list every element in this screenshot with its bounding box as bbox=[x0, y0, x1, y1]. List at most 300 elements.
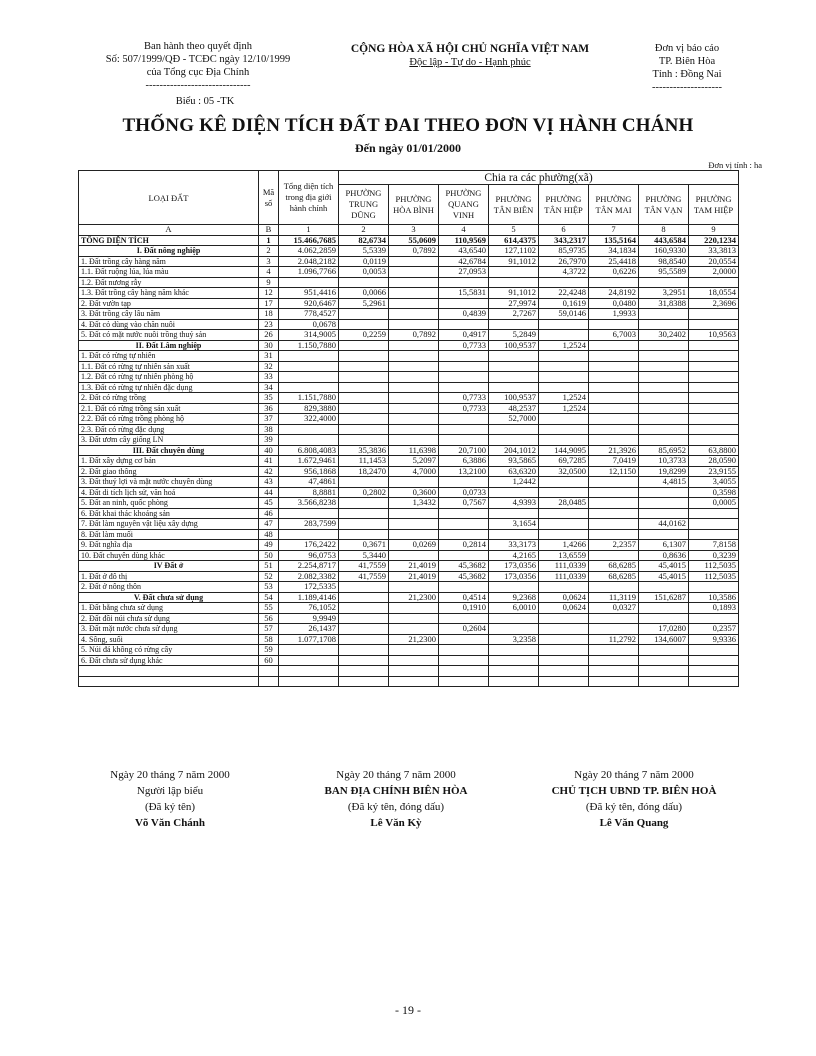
total-area-cell: 6.808,4083 bbox=[279, 445, 339, 456]
ward-area-cell bbox=[489, 372, 539, 383]
header-total-area: Tổng diện tích trong địa giới hành chính bbox=[279, 171, 339, 225]
ward-area-cell: 134,6007 bbox=[639, 634, 689, 645]
total-area-cell: 322,4000 bbox=[279, 414, 339, 425]
ward-area-cell bbox=[489, 645, 539, 656]
unit-label: Đơn vị tính : ha bbox=[708, 160, 762, 170]
blank-cell bbox=[279, 676, 339, 687]
ward-area-cell bbox=[589, 351, 639, 362]
header-ward: PHƯỜNG HÒA BÌNH bbox=[389, 185, 439, 225]
ward-area-cell: 5,2849 bbox=[489, 330, 539, 341]
land-type-cell: 3. Đất mặt nước chưa sử dụng bbox=[79, 624, 259, 635]
ward-area-cell bbox=[539, 361, 589, 372]
ward-area-cell: 35,3836 bbox=[339, 445, 389, 456]
ward-area-cell: 5,2097 bbox=[389, 456, 439, 467]
blank-cell bbox=[539, 676, 589, 687]
table-row bbox=[79, 655, 739, 666]
signature-preparer bbox=[70, 767, 270, 831]
ward-area-cell bbox=[339, 592, 389, 603]
ward-area-cell: 12,1150 bbox=[589, 466, 639, 477]
ward-area-cell bbox=[539, 645, 589, 656]
ward-area-cell: 144,9095 bbox=[539, 445, 589, 456]
ward-area-cell bbox=[689, 351, 739, 362]
ward-area-cell: 0,0624 bbox=[539, 603, 589, 614]
ward-area-cell: 4,9393 bbox=[489, 498, 539, 509]
ward-area-cell: 21,2300 bbox=[389, 634, 439, 645]
ward-area-cell bbox=[439, 298, 489, 309]
ward-area-cell bbox=[639, 508, 689, 519]
ward-area-cell bbox=[439, 277, 489, 288]
code-cell: 32 bbox=[259, 361, 279, 372]
ward-area-cell bbox=[389, 361, 439, 372]
column-index: 3 bbox=[389, 225, 439, 236]
ward-area-cell bbox=[589, 382, 639, 393]
table-row bbox=[79, 561, 739, 572]
ward-area-cell bbox=[639, 613, 689, 624]
ward-area-cell bbox=[439, 519, 489, 530]
ward-area-cell: 100,9537 bbox=[489, 393, 539, 404]
ward-area-cell bbox=[639, 529, 689, 540]
ward-area-cell bbox=[689, 393, 739, 404]
blank-cell bbox=[339, 666, 389, 677]
ward-area-cell bbox=[489, 624, 539, 635]
ward-area-cell: 0,0005 bbox=[689, 498, 739, 509]
ward-area-cell bbox=[339, 655, 389, 666]
ward-area-cell bbox=[389, 477, 439, 488]
ward-area-cell bbox=[439, 319, 489, 330]
ward-area-cell: 0,4917 bbox=[439, 330, 489, 341]
land-type-cell: TỔNG DIỆN TÍCH bbox=[79, 235, 259, 246]
code-cell: 17 bbox=[259, 298, 279, 309]
ward-area-cell bbox=[339, 582, 389, 593]
code-cell: 30 bbox=[259, 340, 279, 351]
ward-area-cell bbox=[439, 508, 489, 519]
ward-area-cell bbox=[539, 582, 589, 593]
national-motto: Độc lập - Tự do - Hạnh phúc bbox=[409, 57, 531, 68]
ward-area-cell bbox=[639, 645, 689, 656]
ward-area-cell bbox=[539, 382, 589, 393]
table-row bbox=[79, 466, 739, 477]
ward-area-cell bbox=[689, 319, 739, 330]
ward-area-cell bbox=[339, 613, 389, 624]
ward-area-cell: 135,5164 bbox=[589, 235, 639, 246]
blank-cell bbox=[439, 676, 489, 687]
ward-area-cell bbox=[539, 624, 589, 635]
ward-area-cell bbox=[589, 319, 639, 330]
ward-area-cell: 21,3926 bbox=[589, 445, 639, 456]
ward-area-cell bbox=[589, 435, 639, 446]
ward-area-cell bbox=[639, 372, 689, 383]
total-area-cell bbox=[279, 655, 339, 666]
ward-area-cell: 0,0119 bbox=[339, 256, 389, 267]
ward-area-cell bbox=[389, 435, 439, 446]
ward-area-cell: 48,2537 bbox=[489, 403, 539, 414]
ward-area-cell bbox=[589, 529, 639, 540]
ward-area-cell: 9,9336 bbox=[689, 634, 739, 645]
ward-area-cell bbox=[589, 361, 639, 372]
ward-area-cell bbox=[439, 372, 489, 383]
ward-area-cell bbox=[639, 424, 689, 435]
land-type-cell: III. Đất chuyên dùng bbox=[79, 445, 259, 456]
ward-area-cell: 5,2961 bbox=[339, 298, 389, 309]
reporting-unit bbox=[612, 42, 762, 94]
ward-area-cell bbox=[389, 298, 439, 309]
ward-area-cell bbox=[589, 414, 639, 425]
land-type-cell: 1.3. Đất có rừng tự nhiên đặc dụng bbox=[79, 382, 259, 393]
table-row bbox=[79, 340, 739, 351]
ward-area-cell: 6,3886 bbox=[439, 456, 489, 467]
ward-area-cell bbox=[639, 309, 689, 320]
land-type-cell: 1.3. Đất trồng cây hàng năm khác bbox=[79, 288, 259, 299]
total-area-cell: 920,6467 bbox=[279, 298, 339, 309]
total-area-cell: 829,3880 bbox=[279, 403, 339, 414]
ward-area-cell: 2,7267 bbox=[489, 309, 539, 320]
signature-note: (Đã ký tên, đóng dấu) bbox=[347, 801, 445, 813]
ward-area-cell: 6,1307 bbox=[639, 540, 689, 551]
blank-cell bbox=[589, 676, 639, 687]
blank-cell bbox=[389, 666, 439, 677]
signer-name: Lê Văn Kỳ bbox=[370, 817, 422, 829]
blank-cell bbox=[489, 676, 539, 687]
ward-area-cell: 19,8299 bbox=[639, 466, 689, 477]
ward-area-cell: 0,2357 bbox=[689, 624, 739, 635]
table-row bbox=[79, 267, 739, 278]
code-cell: 44 bbox=[259, 487, 279, 498]
decision-line-1: Ban hành theo quyết định bbox=[144, 41, 252, 52]
table-row bbox=[79, 361, 739, 372]
ward-area-cell: 4,4815 bbox=[639, 477, 689, 488]
ward-area-cell: 93,5865 bbox=[489, 456, 539, 467]
ward-area-cell: 45,3682 bbox=[439, 561, 489, 572]
total-area-cell bbox=[279, 645, 339, 656]
total-area-cell: 1.151,7880 bbox=[279, 393, 339, 404]
land-type-cell: 2. Đất có rừng trồng bbox=[79, 393, 259, 404]
ward-area-cell: 45,3682 bbox=[439, 571, 489, 582]
ward-area-cell bbox=[639, 487, 689, 498]
code-cell: 35 bbox=[259, 393, 279, 404]
code-cell: 4 bbox=[259, 267, 279, 278]
ward-area-cell bbox=[539, 613, 589, 624]
ward-area-cell bbox=[589, 519, 639, 530]
ward-area-cell bbox=[389, 624, 439, 635]
ward-area-cell: 4,3722 bbox=[539, 267, 589, 278]
ward-area-cell bbox=[389, 655, 439, 666]
code-cell: 54 bbox=[259, 592, 279, 603]
ward-area-cell: 5,3440 bbox=[339, 550, 389, 561]
land-type-cell: 10. Đất chuyên dùng khác bbox=[79, 550, 259, 561]
ward-area-cell bbox=[389, 382, 439, 393]
table-row bbox=[79, 519, 739, 530]
column-index: 7 bbox=[589, 225, 639, 236]
signature-chairman bbox=[524, 767, 744, 831]
ward-area-cell: 91,1012 bbox=[489, 288, 539, 299]
ward-area-cell bbox=[589, 424, 639, 435]
ward-area-cell: 0,0066 bbox=[339, 288, 389, 299]
ward-area-cell bbox=[589, 550, 639, 561]
land-type-cell: 1. Đất trồng cây hàng năm bbox=[79, 256, 259, 267]
ward-area-cell bbox=[389, 288, 439, 299]
code-cell: 23 bbox=[259, 319, 279, 330]
decision-line-2: Số: 507/1999/QĐ - TCĐC ngày 12/10/1999 bbox=[105, 54, 291, 65]
ward-area-cell: 30,2402 bbox=[639, 330, 689, 341]
ward-area-cell: 27,9974 bbox=[489, 298, 539, 309]
table-row bbox=[79, 508, 739, 519]
ward-area-cell bbox=[689, 655, 739, 666]
ward-area-cell: 9,2368 bbox=[489, 592, 539, 603]
table-row bbox=[79, 309, 739, 320]
ward-area-cell: 31,8388 bbox=[639, 298, 689, 309]
signature-date: Ngày 20 tháng 7 năm 2000 bbox=[110, 769, 230, 781]
ward-area-cell bbox=[589, 487, 639, 498]
ward-area-cell bbox=[489, 351, 539, 362]
ward-area-cell bbox=[439, 645, 489, 656]
ward-area-cell bbox=[339, 424, 389, 435]
land-type-cell: 1. Đất có rừng tự nhiên bbox=[79, 351, 259, 362]
table-row bbox=[79, 645, 739, 656]
ward-area-cell: 28,0485 bbox=[539, 498, 589, 509]
ward-area-cell: 21,4019 bbox=[389, 561, 439, 572]
total-area-cell: 3.566,8238 bbox=[279, 498, 339, 509]
national-heading bbox=[320, 42, 620, 70]
ward-area-cell: 32,0500 bbox=[539, 466, 589, 477]
ward-area-cell: 68,6285 bbox=[589, 561, 639, 572]
ward-area-cell bbox=[539, 508, 589, 519]
ward-area-cell bbox=[339, 477, 389, 488]
ward-area-cell bbox=[489, 613, 539, 624]
ward-area-cell bbox=[389, 613, 439, 624]
land-type-cell: 1. Đất ở đô thị bbox=[79, 571, 259, 582]
ward-area-cell: 151,6287 bbox=[639, 592, 689, 603]
code-cell: 58 bbox=[259, 634, 279, 645]
ward-area-cell bbox=[489, 508, 539, 519]
table-row bbox=[79, 613, 739, 624]
blank-cell bbox=[489, 666, 539, 677]
ward-area-cell bbox=[389, 277, 439, 288]
form-code: Biểu : 05 -TK bbox=[175, 96, 235, 107]
ward-area-cell bbox=[439, 550, 489, 561]
table-row bbox=[79, 372, 739, 383]
total-area-cell: 8,8881 bbox=[279, 487, 339, 498]
ward-area-cell: 1,9933 bbox=[589, 309, 639, 320]
ward-area-cell: 82,6734 bbox=[339, 235, 389, 246]
column-index: 8 bbox=[639, 225, 689, 236]
ward-area-cell: 1,2524 bbox=[539, 393, 589, 404]
ward-area-cell: 59,0146 bbox=[539, 309, 589, 320]
ward-area-cell: 0,7733 bbox=[439, 403, 489, 414]
ward-area-cell bbox=[439, 613, 489, 624]
ward-area-cell: 11,2792 bbox=[589, 634, 639, 645]
blank-row bbox=[79, 666, 739, 677]
table-row bbox=[79, 277, 739, 288]
ward-area-cell: 44,0162 bbox=[639, 519, 689, 530]
column-index: 1 bbox=[279, 225, 339, 236]
table-row bbox=[79, 550, 739, 561]
ward-area-cell bbox=[439, 477, 489, 488]
table-row bbox=[79, 298, 739, 309]
total-area-cell: 1.189,4146 bbox=[279, 592, 339, 603]
signature-role: BAN ĐỊA CHÍNH BIÊN HÒA bbox=[324, 785, 468, 797]
ward-area-cell bbox=[489, 655, 539, 666]
total-area-cell: 2.254,8717 bbox=[279, 561, 339, 572]
code-cell: 60 bbox=[259, 655, 279, 666]
blank-cell bbox=[79, 676, 259, 687]
ward-area-cell: 85,9735 bbox=[539, 246, 589, 257]
table-row bbox=[79, 571, 739, 582]
nation-name: CỘNG HÒA XÃ HỘI CHỦ NGHĨA VIỆT NAM bbox=[350, 43, 590, 55]
total-area-cell: 314,9005 bbox=[279, 330, 339, 341]
blank-cell bbox=[389, 676, 439, 687]
ward-area-cell: 0,6226 bbox=[589, 267, 639, 278]
reporting-unit-city: TP. Biên Hòa bbox=[658, 56, 716, 67]
ward-area-cell bbox=[389, 372, 439, 383]
blank-cell bbox=[79, 666, 259, 677]
blank-cell bbox=[639, 666, 689, 677]
ward-area-cell: 28,0590 bbox=[689, 456, 739, 467]
ward-area-cell bbox=[339, 382, 389, 393]
ward-area-cell bbox=[689, 340, 739, 351]
code-cell: 42 bbox=[259, 466, 279, 477]
land-type-cell: 3. Đất trồng cây lâu năm bbox=[79, 309, 259, 320]
blank-cell bbox=[639, 676, 689, 687]
total-area-cell: 4.062,2859 bbox=[279, 246, 339, 257]
ward-area-cell bbox=[339, 645, 389, 656]
signature-date: Ngày 20 tháng 7 năm 2000 bbox=[336, 769, 456, 781]
ward-area-cell bbox=[339, 414, 389, 425]
code-cell: 51 bbox=[259, 561, 279, 572]
total-area-cell: 1.150,7880 bbox=[279, 340, 339, 351]
column-index: 2 bbox=[339, 225, 389, 236]
ward-area-cell: 24,8192 bbox=[589, 288, 639, 299]
ward-area-cell bbox=[489, 582, 539, 593]
ward-area-cell bbox=[389, 414, 439, 425]
ward-area-cell: 20,7100 bbox=[439, 445, 489, 456]
ward-area-cell: 43,6540 bbox=[439, 246, 489, 257]
ward-area-cell bbox=[389, 340, 439, 351]
ward-area-cell bbox=[439, 382, 489, 393]
blank-cell bbox=[339, 676, 389, 687]
ward-area-cell: 41,7559 bbox=[339, 571, 389, 582]
ward-area-cell bbox=[339, 519, 389, 530]
ward-area-cell bbox=[689, 424, 739, 435]
code-cell: 56 bbox=[259, 613, 279, 624]
ward-area-cell: 0,3239 bbox=[689, 550, 739, 561]
ward-area-cell bbox=[489, 277, 539, 288]
code-cell: 43 bbox=[259, 477, 279, 488]
ward-area-cell bbox=[639, 603, 689, 614]
ward-area-cell: 1,3432 bbox=[389, 498, 439, 509]
decision-divider: ------------------------------ bbox=[145, 80, 251, 91]
ward-area-cell bbox=[339, 634, 389, 645]
land-type-cell: 1.1. Đất có rừng tự nhiên sản xuất bbox=[79, 361, 259, 372]
header-ward: PHƯỜNG QUANG VINH bbox=[439, 185, 489, 225]
total-area-cell: 76,1052 bbox=[279, 603, 339, 614]
ward-area-cell: 18,0554 bbox=[689, 288, 739, 299]
ward-area-cell bbox=[339, 393, 389, 404]
code-cell: 38 bbox=[259, 424, 279, 435]
code-cell: 12 bbox=[259, 288, 279, 299]
reporting-unit-label: Đơn vị báo cáo bbox=[654, 43, 720, 54]
decision-line-3: của Tổng cục Địa Chính bbox=[146, 67, 250, 78]
ward-area-cell: 112,5035 bbox=[689, 561, 739, 572]
header-ward: PHƯỜNG TÂN VẠN bbox=[639, 185, 689, 225]
ward-area-cell: 23,9155 bbox=[689, 466, 739, 477]
ward-area-cell: 0,0480 bbox=[589, 298, 639, 309]
ward-area-cell: 11,1453 bbox=[339, 456, 389, 467]
ward-area-cell: 110,9569 bbox=[439, 235, 489, 246]
signature-note: (Đã ký tên) bbox=[144, 801, 196, 813]
land-type-cell: 4. Đất cỏ dùng vào chăn nuôi bbox=[79, 319, 259, 330]
total-area-cell: 1.096,7766 bbox=[279, 267, 339, 278]
total-area-cell: 176,2422 bbox=[279, 540, 339, 551]
ward-area-cell bbox=[339, 603, 389, 614]
blank-cell bbox=[689, 676, 739, 687]
ward-area-cell bbox=[339, 277, 389, 288]
ward-area-cell: 41,7559 bbox=[339, 561, 389, 572]
code-cell: 40 bbox=[259, 445, 279, 456]
ward-area-cell bbox=[439, 529, 489, 540]
ward-area-cell bbox=[589, 498, 639, 509]
table-row bbox=[79, 256, 739, 267]
header-ward-breakdown: Chia ra các phường(xã) bbox=[339, 171, 739, 185]
table-row bbox=[79, 592, 739, 603]
total-area-cell bbox=[279, 424, 339, 435]
land-type-cell: 2. Đất đồi núi chưa sử dụng bbox=[79, 613, 259, 624]
land-type-cell: 1.2. Đất nương rẫy bbox=[79, 277, 259, 288]
total-area-cell: 2.082,3382 bbox=[279, 571, 339, 582]
ward-area-cell: 2,0000 bbox=[689, 267, 739, 278]
ward-area-cell: 45,4015 bbox=[639, 571, 689, 582]
ward-area-cell: 63,8800 bbox=[689, 445, 739, 456]
blank-cell bbox=[259, 676, 279, 687]
table-row bbox=[79, 393, 739, 404]
ward-area-cell: 0,7892 bbox=[389, 246, 439, 257]
code-cell: 59 bbox=[259, 645, 279, 656]
land-type-cell: II. Đất Lâm nghiệp bbox=[79, 340, 259, 351]
ward-area-cell bbox=[689, 613, 739, 624]
ward-area-cell: 0,2814 bbox=[439, 540, 489, 551]
ward-area-cell: 127,1102 bbox=[489, 246, 539, 257]
blank-row bbox=[79, 676, 739, 687]
ward-area-cell: 18,2470 bbox=[339, 466, 389, 477]
total-area-cell bbox=[279, 508, 339, 519]
header-land-type: LOẠI ĐẤT bbox=[79, 171, 259, 225]
reporting-unit-divider: -------------------- bbox=[652, 82, 722, 93]
column-index: B bbox=[259, 225, 279, 236]
ward-area-cell: 10,9563 bbox=[689, 330, 739, 341]
code-cell: 50 bbox=[259, 550, 279, 561]
ward-area-cell bbox=[689, 582, 739, 593]
ward-area-cell bbox=[489, 382, 539, 393]
ward-area-cell bbox=[339, 498, 389, 509]
code-cell: 53 bbox=[259, 582, 279, 593]
ward-area-cell bbox=[639, 498, 689, 509]
table-row bbox=[79, 319, 739, 330]
ward-area-cell bbox=[589, 582, 639, 593]
ward-area-cell: 0,2802 bbox=[339, 487, 389, 498]
ward-area-cell bbox=[639, 655, 689, 666]
column-index: 4 bbox=[439, 225, 489, 236]
table-row bbox=[79, 235, 739, 246]
ward-area-cell: 1,2442 bbox=[489, 477, 539, 488]
ward-area-cell bbox=[589, 393, 639, 404]
table-row bbox=[79, 487, 739, 498]
ward-area-cell: 343,2317 bbox=[539, 235, 589, 246]
ward-area-cell bbox=[639, 277, 689, 288]
land-type-cell: 1.2. Đất có rừng tự nhiên phòng hộ bbox=[79, 372, 259, 383]
ward-area-cell bbox=[589, 613, 639, 624]
ward-area-cell: 91,1012 bbox=[489, 256, 539, 267]
ward-area-cell: 0,3600 bbox=[389, 487, 439, 498]
ward-area-cell: 0,8636 bbox=[639, 550, 689, 561]
